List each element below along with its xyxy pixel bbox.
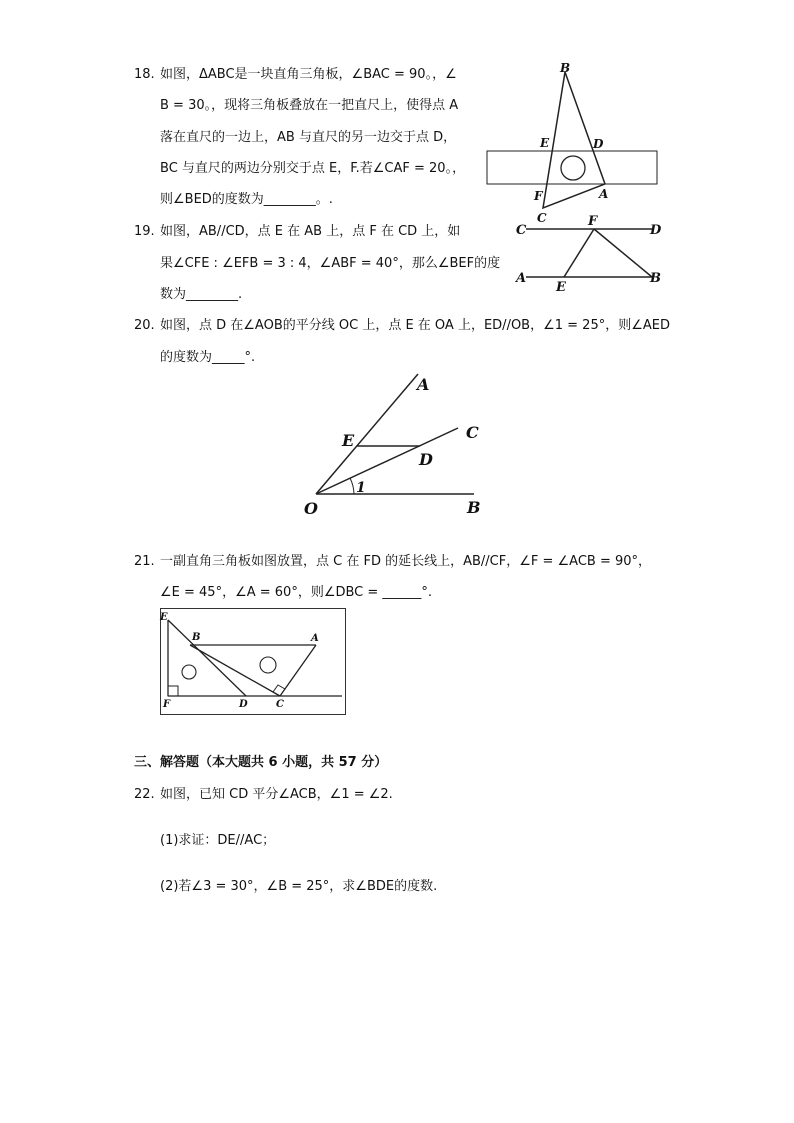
label-a: A (311, 633, 319, 644)
question-18-figure (485, 58, 665, 228)
question-18-line-1: 如图，ΔABC是一块直角三角板，∠BAC = 90。，∠ (160, 67, 457, 82)
label-c: C (466, 423, 479, 442)
label-o: O (304, 499, 318, 518)
angle-1-arc (350, 478, 354, 494)
question-19-number: 19. (134, 224, 155, 239)
label-a: A (417, 375, 430, 394)
label-b: B (650, 271, 661, 286)
label-d: D (419, 450, 433, 469)
question-18-line-5: 则∠BED的度数为________。. (160, 192, 333, 207)
segment-bc (190, 645, 280, 696)
question-19-line-3: 数为________. (160, 287, 243, 302)
triangle-hole (561, 156, 585, 180)
label-b: B (560, 61, 571, 75)
label-b: B (467, 498, 481, 517)
label-c: C (516, 223, 527, 238)
segment-ac (280, 645, 316, 696)
question-20-figure (296, 370, 496, 520)
label-e: E (160, 612, 168, 623)
question-20-number: 20. (134, 318, 155, 333)
label-angle-1: 1 (356, 480, 366, 496)
label-f: F (163, 699, 171, 710)
ray-oa (316, 374, 418, 494)
question-22-part-1: (1)求证：DE//AC； (160, 833, 276, 848)
question-21-figure (160, 608, 346, 715)
label-d: D (650, 223, 662, 238)
question-18-line-4: BC 与直尺的两边分别交于点 E，F.若∠CAF = 20。， (160, 161, 466, 176)
hole-left (182, 665, 196, 679)
question-18-line-3: 落在直尺的一边上，AB 与直尺的另一边交于点 D， (160, 130, 457, 145)
label-e: E (556, 280, 566, 295)
right-angle-f (168, 686, 178, 696)
label-d: D (593, 137, 604, 151)
question-18-line-2: B = 30。，现将三角板叠放在一把直尺上，使得点 A (160, 98, 459, 113)
segment-fe (564, 229, 594, 277)
label-f: F (534, 189, 543, 203)
question-22-number: 22. (134, 787, 155, 802)
label-d: D (239, 699, 248, 710)
label-c: C (276, 699, 284, 710)
label-a: A (599, 187, 609, 201)
label-a: A (516, 271, 527, 286)
question-21-number: 21. (134, 554, 155, 569)
hole-right (260, 657, 276, 673)
question-21-line-2: ∠E = 45°，∠A = 60°，则∠DBC = ______°. (160, 585, 433, 600)
question-19-line-2: 果∠CFE : ∠EFB = 3 : 4，∠ABF = 40°，那么∠BEF的度 (160, 256, 501, 271)
ray-oc (316, 428, 458, 494)
label-e: E (540, 136, 550, 150)
question-19-figure (512, 213, 672, 295)
question-20-line-1: 如图，点 D 在∠AOB的平分线 OC 上，点 E 在 OA 上，ED//OB，∠1 = 25°，则∠AED (160, 318, 670, 333)
question-21-line-1: 一副直角三角板如图放置，点 C 在 FD 的延长线上，AB//CF，∠F = ∠ACB = 90°， (160, 554, 652, 569)
label-f: F (588, 214, 598, 229)
section-3-heading: 三、解答题（本大题共 6 小题，共 57 分） (134, 755, 388, 770)
question-18-number: 18. (134, 67, 155, 82)
segment-fb (594, 229, 652, 277)
question-19-line-1: 如图，AB//CD，点 E 在 AB 上，点 F 在 CD 上，如 (160, 224, 461, 239)
triangle-e-side-ed (168, 620, 246, 696)
label-b: B (192, 632, 201, 643)
question-22-stem: 如图，已知 CD 平分∠ACB，∠1 = ∠2. (160, 787, 393, 802)
label-c: C (537, 211, 547, 225)
question-20-line-2: 的度数为_____°. (160, 350, 256, 365)
question-22-part-2: (2)若∠3 = 30°，∠B = 25°，求∠BDE的度数. (160, 879, 438, 894)
label-e: E (342, 431, 355, 450)
